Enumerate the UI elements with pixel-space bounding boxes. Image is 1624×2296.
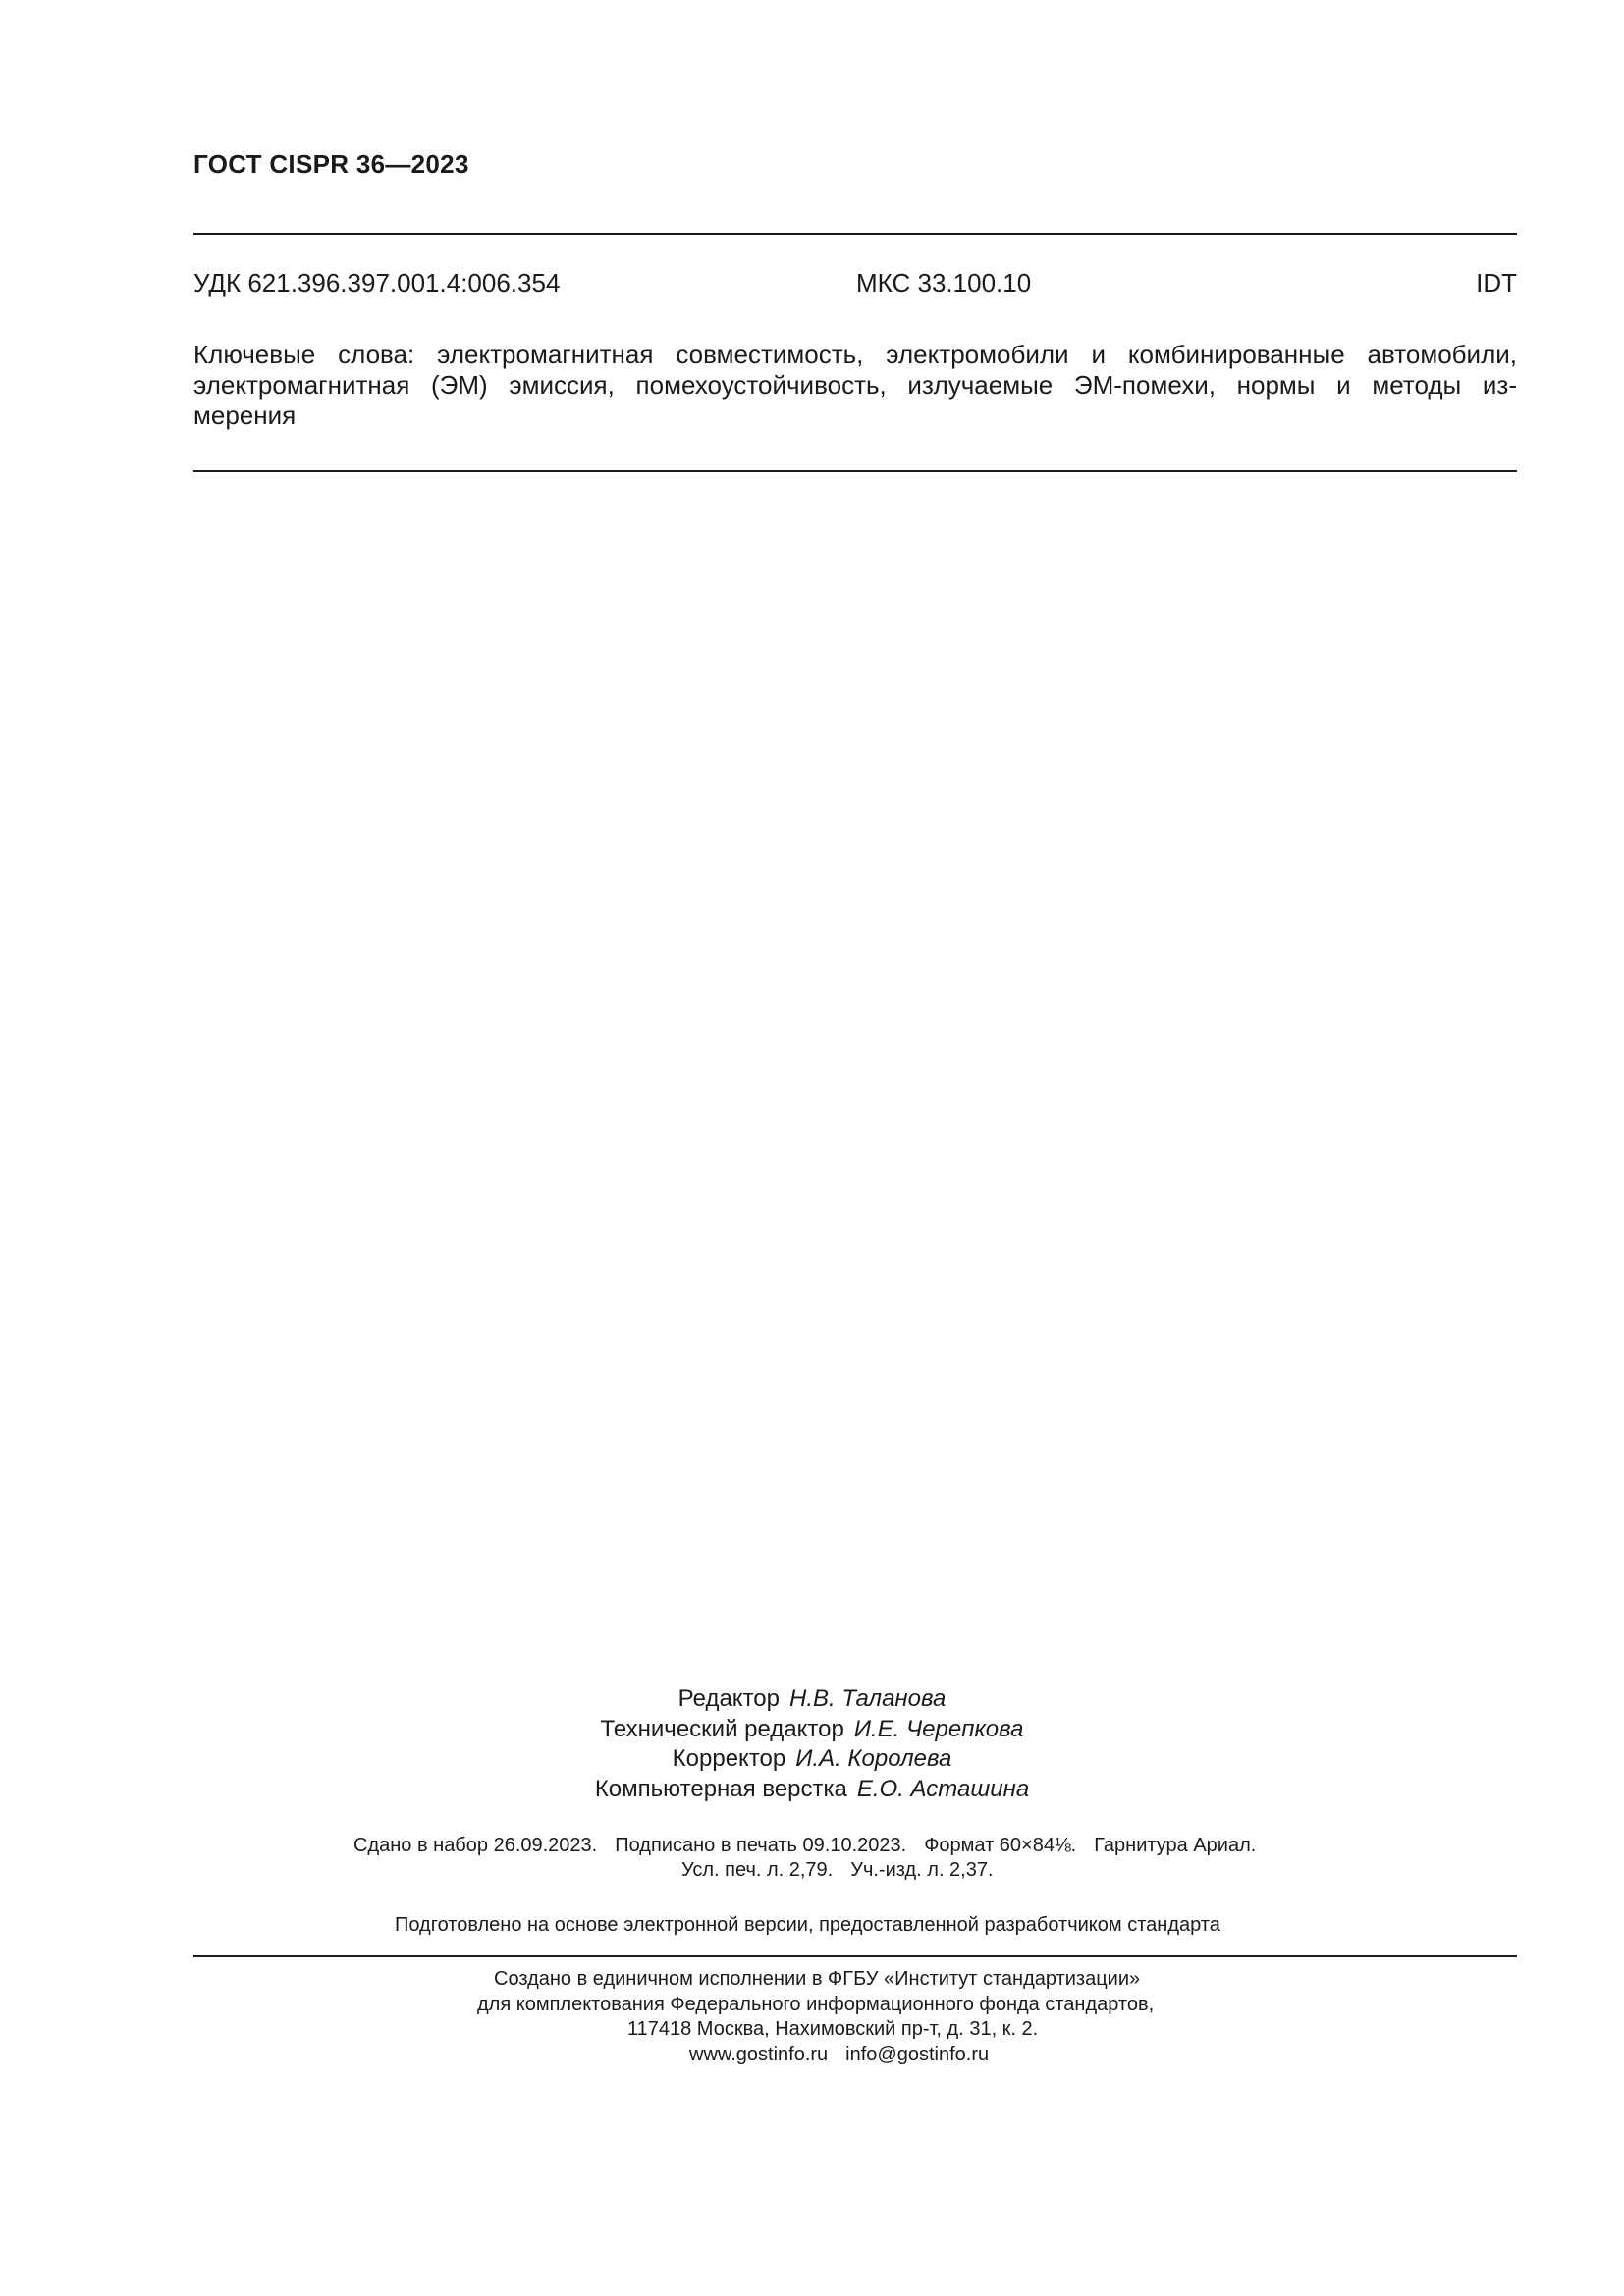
top-divider — [193, 233, 1517, 235]
credit-proofreader — [0, 1744, 1624, 1775]
credit-person: Е.О. Асташина — [856, 1775, 1030, 1802]
footer-line: для комплектования Федерального информационного фонда стандартов, — [477, 1993, 1155, 2015]
credit-editor — [0, 1684, 1624, 1715]
footer-contacts — [689, 2043, 989, 2068]
classification-row — [193, 268, 1517, 301]
credit-role: Технический редактор — [600, 1715, 844, 1742]
credit-person: Н.В. Таланова — [788, 1685, 947, 1712]
credit-layout — [0, 1775, 1624, 1805]
imprint-line — [681, 1858, 994, 1883]
imprint-publisher-sheets: Уч.-изд. л. 2,37. — [850, 1859, 994, 1881]
footer-line: Создано в единичном исполнении в ФГБУ «Институт стандартизации» — [494, 1968, 1141, 1990]
imprint-print-sheets: Усл. печ. л. 2,79. — [681, 1859, 834, 1881]
imprint-typeface: Гарнитура Ариал. — [1094, 1835, 1257, 1856]
keywords-block — [193, 340, 1517, 431]
footer-divider — [193, 1955, 1517, 1957]
keywords-line: электромагнитная (ЭМ) эмиссия, помехоустойчивость, излучаемые ЭМ-помехи, нормы и методы из- — [193, 370, 1517, 400]
imprint-signed: Подписано в печать 09.10.2023. — [615, 1835, 907, 1856]
keywords-line: мерения — [193, 400, 297, 430]
imprint-format: Формат 60×84⅛. — [924, 1835, 1077, 1856]
prepared-note-text: Подготовлено на основе электронной версии, предоставленной разработчиком стандарта — [395, 1914, 1220, 1936]
imprint-line — [353, 1834, 1256, 1858]
document-designation: ГОСТ CISPR 36—2023 — [193, 149, 469, 179]
equivalence-degree: IDT — [1476, 268, 1517, 297]
website-link[interactable]: www.gostinfo.ru — [689, 2043, 829, 2065]
mks-code: МКС 33.100.10 — [856, 268, 1032, 297]
footer-address: 117418 Москва, Нахимовский пр-т, д. 31, к. 2. — [627, 2018, 1039, 2040]
udk-code: УДК 621.396.397.001.4:006.354 — [193, 268, 561, 297]
credit-person: И.А. Королева — [795, 1745, 952, 1772]
credit-person: И.Е. Черепкова — [853, 1715, 1024, 1742]
credit-role: Редактор — [677, 1685, 780, 1712]
email-link[interactable]: info@gostinfo.ru — [845, 2043, 990, 2065]
keywords-divider — [193, 470, 1517, 472]
keywords-line: Ключевые слова: электромагнитная совместимость, электромобили и комбинированные автомобили, — [193, 340, 1517, 369]
credit-technical-editor — [0, 1715, 1624, 1745]
imprint-submitted: Сдано в набор 26.09.2023. — [353, 1835, 598, 1856]
credit-role: Компьютерная верстка — [594, 1775, 847, 1802]
credits-block — [0, 1684, 1624, 1804]
credit-role: Корректор — [672, 1745, 786, 1772]
